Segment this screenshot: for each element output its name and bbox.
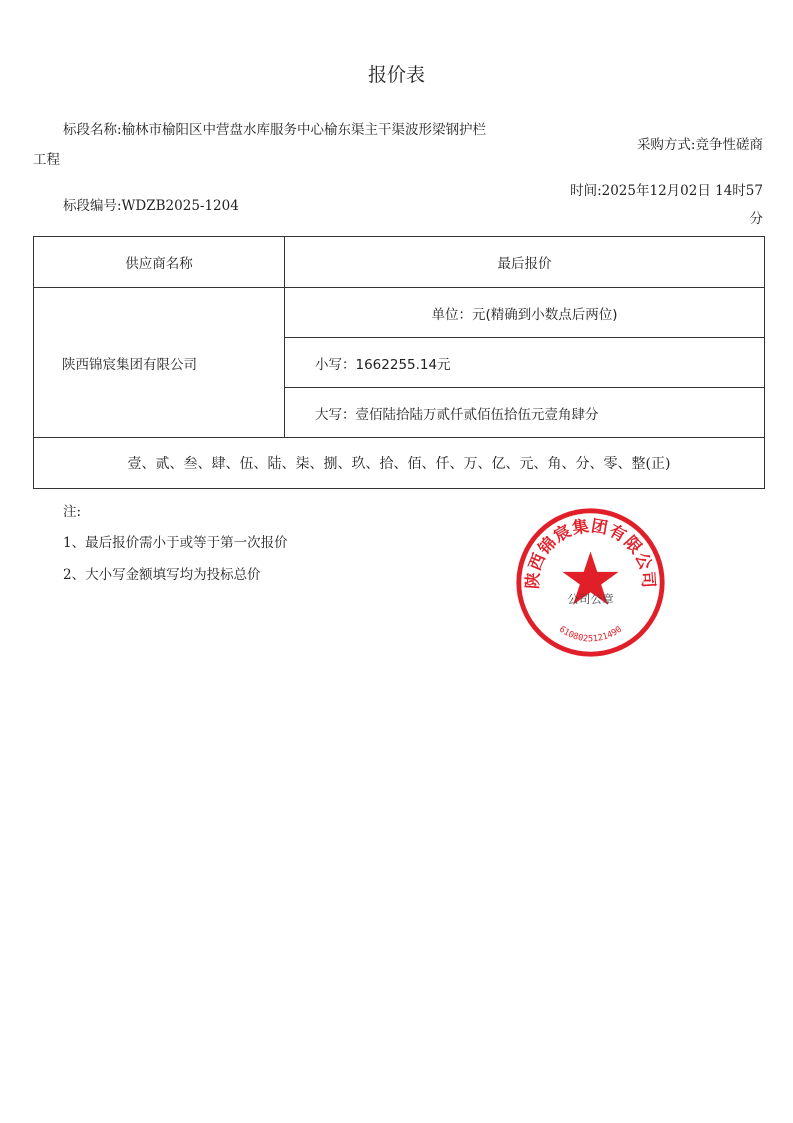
supplier-name: 陕西锦宸集团有限公司: [34, 288, 285, 438]
supplier-column-header: 供应商名称: [34, 237, 285, 288]
final-price-column-header: 最后报价: [285, 237, 765, 288]
section-name-label: 标段名称:: [63, 122, 122, 138]
notes-heading: 注:: [63, 504, 82, 520]
seal-number: 6108025121490: [557, 624, 624, 645]
seal-company-name: 陕西锦宸集团有限公司: [522, 516, 659, 590]
section-name: [63, 120, 486, 140]
quote-time: 时间:2025年12月02日 14时57: [570, 183, 763, 199]
quote-time-continued: 分: [749, 211, 763, 227]
section-name-continued: 工程: [33, 152, 60, 168]
table-row: [34, 288, 765, 338]
section-name-value: 榆林市榆阳区中营盘水库服务中心榆东渠主干渠波形梁钢护栏: [121, 122, 487, 138]
company-seal: [513, 505, 668, 660]
seal-label: 公司公章: [567, 591, 614, 606]
note-item: 2、大小写金额填写均为投标总价: [63, 567, 261, 583]
table-header-row: [34, 237, 765, 288]
amount-in-words: 大写：壹佰陆拾陆万贰仟贰佰伍拾伍元壹角肆分: [285, 388, 765, 438]
amount-in-figures: 小写：1662255.14元: [285, 338, 765, 388]
note-item: 1、最后报价需小于或等于第一次报价: [63, 535, 288, 551]
price-unit: 单位：元(精确到小数点后两位): [285, 288, 765, 338]
chinese-numerals-reference: 壹、贰、叁、肆、伍、陆、柒、捌、玖、拾、佰、仟、万、亿、元、角、分、零、整(正): [34, 438, 765, 489]
table-row: [34, 438, 765, 489]
page-title: 报价表: [367, 64, 425, 86]
section-number: 标段编号:WDZB2025-1204: [63, 198, 239, 214]
quote-table: [33, 236, 765, 489]
procurement-method: 采购方式:竞争性磋商: [636, 137, 763, 153]
